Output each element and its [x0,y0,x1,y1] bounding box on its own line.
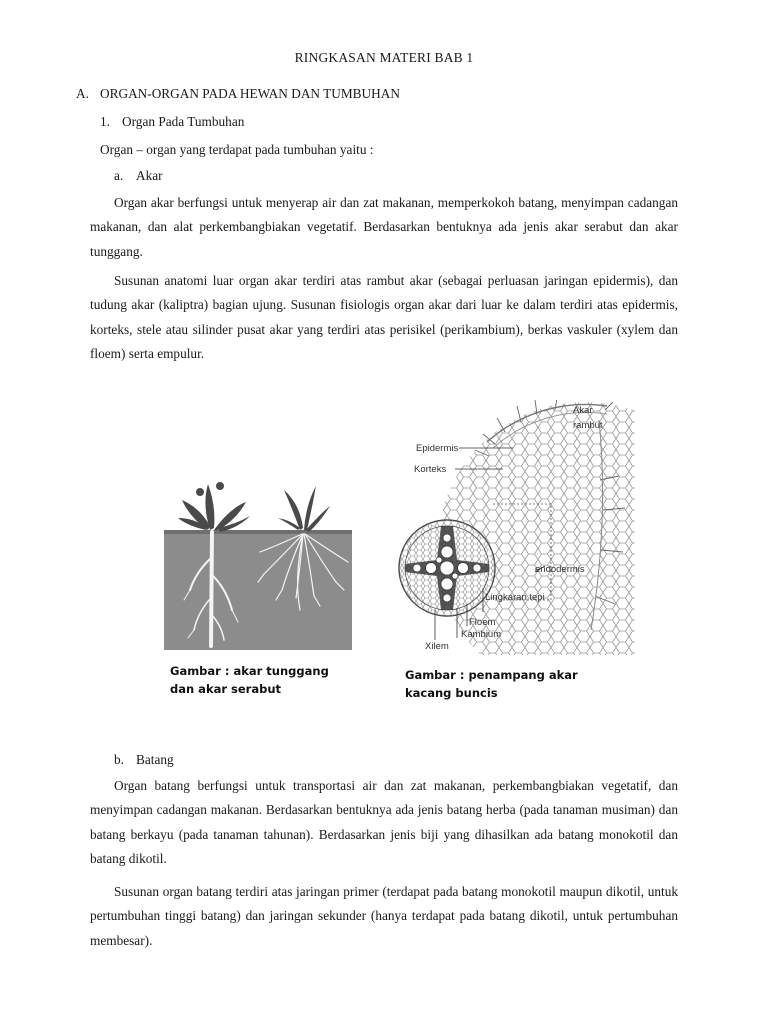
figure-right-caption-line-1: Gambar : penampang akar [405,668,578,682]
akar-paragraph-2: Susunan anatomi luar organ akar terdiri atas rambut akar (sebagai perluasan jaringan epidermis), dan tudung akar (kaliptra) bagian ujung. Susunan fisiologis organ akar dari luar ke dalam terdiri atas epidermis, korteks, stele atau silinder pusat akar yang terdiri atas perisikel (perikambium), berkas vaskuler (xylem dan floem) serta empulur. [90,273,678,361]
figure-left-caption [170,662,329,698]
label-floem: Floem [469,617,496,628]
intro-text: Organ – organ yang terdapat pada tumbuhan yaitu : [100,142,374,157]
akar-paragraph-1: Organ akar berfungsi untuk menyerap air dan zat makanan, memperkokoh batang, menyimpan cadangan makanan, dan alat perkembangbiakan vegetatif. Berdasarkan bentuknya ada jenis akar serabut dan akar tunggang. [90,195,678,259]
subsection-1-marker: 1. [100,114,110,129]
label-rambut: rambut [573,420,603,431]
section-a-heading: ORGAN-ORGAN PADA HEWAN DAN TUMBUHAN [100,86,400,101]
item-a-heading: Akar [136,168,163,183]
figure-right-caption-line-2: kacang buncis [405,686,498,700]
label-endodermis: endodermis [535,564,585,575]
label-kambium: Kambium [461,629,502,640]
figure-left-caption-line-1: Gambar : akar tunggang [170,664,329,678]
label-akar: Akar [573,405,593,416]
label-epidermis: Epidermis [416,443,459,454]
item-b-heading: Batang [136,752,174,767]
label-korteks: Korteks [414,464,447,475]
label-lingkaran-tepi: Lingkaran tepi [485,592,545,603]
root-types-illustration [160,478,360,653]
subsection-1-heading: Organ Pada Tumbuhan [122,114,245,129]
batang-paragraph-1: Organ batang berfungsi untuk transportasi air dan zat makanan, perkembangbiakan vegetatif, dan menyimpan cadangan makanan. Berdasarkan bentuknya ada jenis batang herba (pada tanaman musiman) dan batang berkayu (pada tanaman tahunan). Berdasarkan jenis biji yang dihasilkan ada batang monokotil dan batang dikotil. [90,778,678,866]
item-b-marker: b. [114,752,124,767]
section-a-marker: A. [76,86,89,101]
batang-paragraph-2: Susunan organ batang terdiri atas jaringan primer (terdapat pada batang monokotil maupun dikotil, untuk pertumbuhan tinggi batang) dan jaringan sekunder (hanya terdapat pada batang dikotil, untuk pertumbuhan membesar). [90,884,678,948]
figure-left-caption-line-2: dan akar serabut [170,682,282,696]
page-title: RINGKASAN MATERI BAB 1 [294,50,474,65]
label-xilem: Xilem [425,641,449,652]
item-a-marker: a. [114,168,124,183]
figure-right-caption [405,666,578,702]
root-cross-section-illustration [395,400,635,655]
